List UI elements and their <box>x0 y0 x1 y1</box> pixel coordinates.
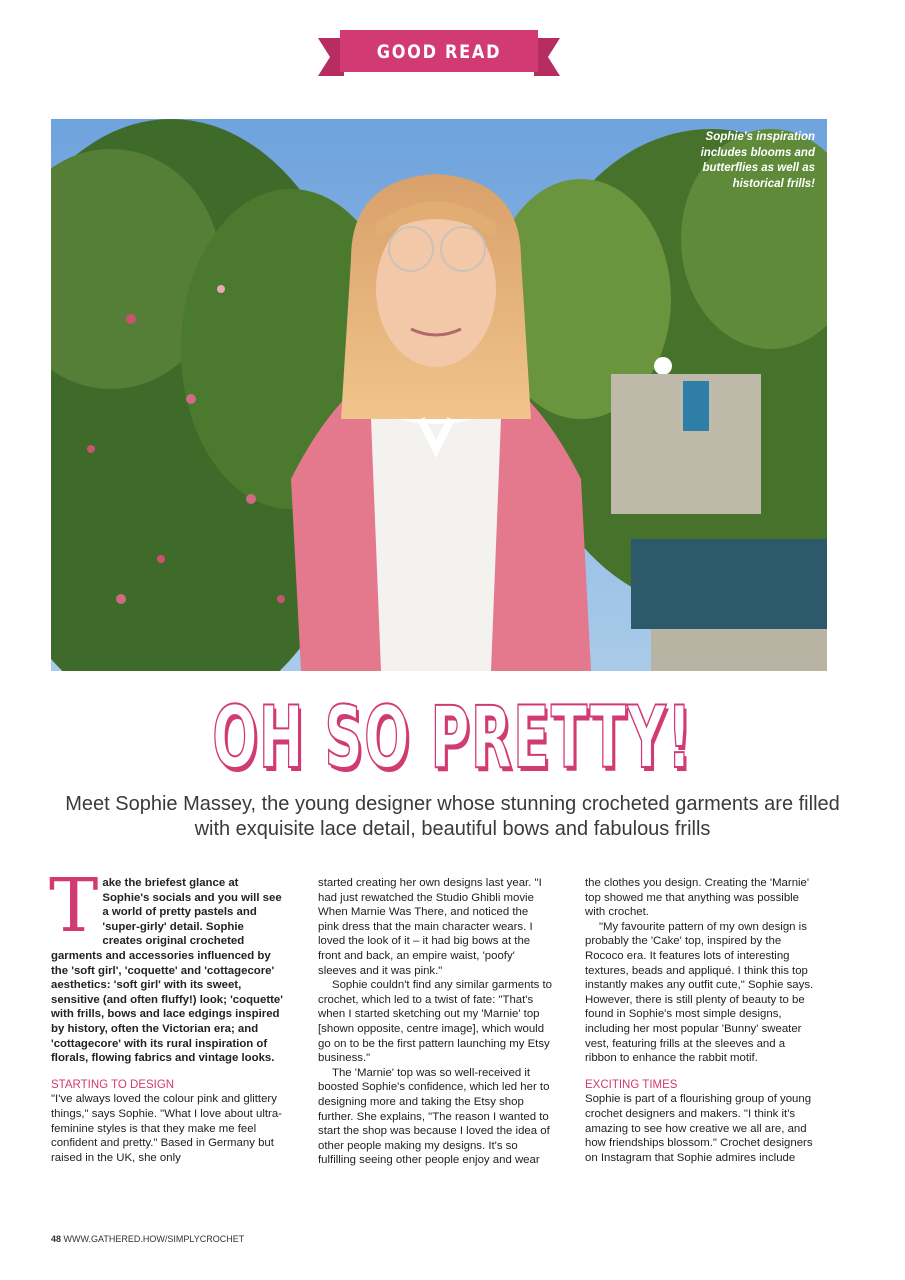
page-footer <box>51 1234 244 1244</box>
article-standfirst: Meet Sophie Massey, the young designer whose stunning crocheted garments are filled with exquisite lace detail, beautiful bows and fabulous frills <box>65 793 840 840</box>
article-headline: OH SO PRETTY! <box>212 688 693 788</box>
body-paragraph: the clothes you design. Creating the 'Marnie' top showed me that anything was possible with crochet. <box>585 877 810 919</box>
subhead-starting-to-design: STARTING TO DESIGN <box>51 1078 175 1091</box>
body-paragraph: started creating her own designs last year. "I had just rewatched the Studio Ghibli movie When Marnie Was There, and noticed the pink dress that the main character wears. I loved the look of it – it had big bows at the front and back, an empire waist, 'poofy' sleeves and it was pink." <box>318 877 542 977</box>
banner-label: GOOD READ <box>376 41 502 63</box>
body-paragraph: The 'Marnie' top was so well-received it boosted Sophie's confidence, which led her to designing more and taking the Etsy shop further. She explains, "The reason I wanted to start the shop was because I loved the idea of other people making my designs. It's so fulfilling seeing other people enjoy and wear <box>318 1066 550 1167</box>
portrait-image <box>51 119 827 671</box>
intro-text: ake the briefest glance at Sophie's socials and you will see a world of pretty pastels and 'super-girly' detail. Sophie creates original crocheted garments and accessories influenced by the 'soft girl', 'coquette' and 'cottagecore' aesthetics: 'soft girl' with its sweet, sensitive (and often fluffy!) look; 'coquette' with frills, bows and lace edgings inspired by history, often the Victorian era; and 'cottagecore' with its rural inspiration of florals, flowing fabrics and vintage looks. <box>51 877 283 1065</box>
body-paragraph: Sophie couldn't find any similar garments to crochet, which led to a twist of fate: "That's when I started sketching out my 'Marnie' top [shown opposite, centre image], which would go on to be the first pattern launching my Etsy business." <box>318 979 552 1065</box>
body-paragraph: "I've always loved the colour pink and glittery things," says Sophie. "What I love about ultra-feminine styles is that they make me feel confident and pretty." Based in Germany but raised in the UK, she only <box>51 1093 282 1164</box>
section-banner <box>318 30 560 80</box>
body-paragraph: "My favourite pattern of my own design is probably the 'Cake' top, inspired by the Rococo era. It features lots of interesting textures, beads and appliqué. I think this top instantly makes any outfit cute," Sophie says. However, there is still plenty of beauty to be found in Sophie's most simple designs, including her most popular 'Bunny' sweater vest, featuring frills at the sleeves and a ribbon to enhance the rabbit motif. <box>585 920 814 1065</box>
article-column-1 <box>49 863 285 1165</box>
intro-paragraph <box>49 863 285 1066</box>
subhead-exciting-times: EXCITING TIMES <box>585 1078 678 1091</box>
footer-url: WWW.GATHERED.HOW/SIMPLYCROCHET <box>63 1234 245 1244</box>
hero-photo <box>51 119 827 671</box>
photo-caption: Sophie's inspiration includes blooms and butterflies as well as historical frills! <box>700 131 815 190</box>
page-number: 48 <box>51 1234 62 1244</box>
article-column-3 <box>585 876 819 1165</box>
article-column-2 <box>318 876 552 1168</box>
drop-cap: T <box>49 863 99 949</box>
body-paragraph: Sophie is part of a flourishing group of young crochet designers and makers. "I think it's amazing to see how creative we all are, and how friendships blossom." Crochet designers on Instagram that Sophie admires include <box>585 1093 813 1164</box>
